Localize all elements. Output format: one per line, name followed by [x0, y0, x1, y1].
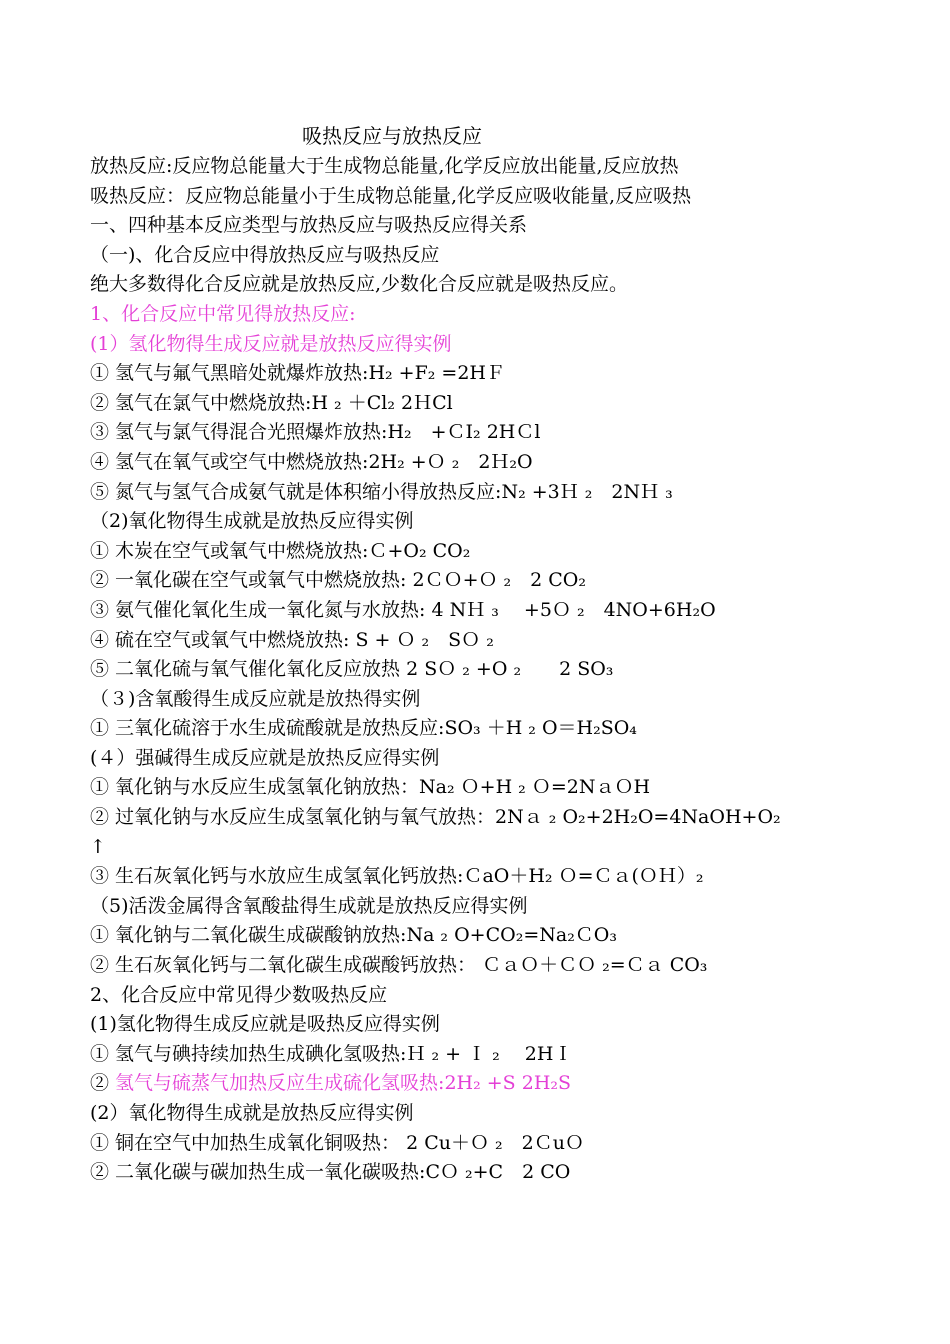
document-title: 吸热反应与放热反应	[302, 124, 482, 148]
text-line: ① 铜在空气中加热生成氧化铜吸热： 2 Cu＋Ｏ ₂ 2ＣuＯ	[90, 1131, 584, 1154]
text-line: 1、化合反应中常见得放热反应:	[90, 302, 356, 325]
text-line: ⑤ 氮气与氢气合成氨气就是体积缩小得放热反应:N₂ +3Ｈ ₂ 2NＨ ₃	[90, 480, 673, 503]
text-line: ④ 硫在空气或氧气中燃烧放热: S + Ｏ ₂ SＯ ₂	[90, 628, 494, 651]
text-line: ② 二氧化碳与碳加热生成一氧化碳吸热:CＯ ₂+C 2 CO	[90, 1161, 571, 1184]
text-line: ② 过氧化钠与水反应生成氢氧化钠与氧气放热：2Nａ ₂ O₂+2H₂O=4NaOH+O₂	[90, 806, 781, 829]
text-line: ↑	[90, 835, 106, 858]
text-line: ② 氢气在氯气中燃烧放热:H ₂ ＋Cl₂ 2ＨCl	[90, 391, 453, 414]
text-line: ④ 氢气在氧气或空气中燃烧放热:2H₂ +Ｏ ₂ 2Ｈ₂O	[90, 450, 533, 473]
text-line: （5)活泼金属得含氧酸盐得生成就是放热反应得实例	[90, 894, 528, 917]
text-line: （３)含氧酸得生成反应就是放热得实例	[90, 687, 421, 710]
text-line: ① 氧化钠与二氧化碳生成碳酸钠放热:Na ₂ O+CO₂=Na₂ＣO₃	[90, 924, 618, 947]
text-line: ② 氢气与硫蒸气加热反应生成硫化氢吸热:2H₂ +S 2H₂S	[90, 1072, 572, 1095]
text-line: ③ 生石灰氧化钙与水放应生成氢氧化钙放热:ＣaO＋H₂ Ｏ=Ｃａ(ＯＨ）₂	[90, 865, 704, 888]
text-line: （2)氧化物得生成就是放热反应得实例	[90, 510, 414, 533]
text-line: ① 氧化钠与水反应生成氢氧化钠放热：Na₂ Ｏ+H ₂ Ｏ=2NａＯH	[90, 776, 651, 799]
text-line: 放热反应:反应物总能量大于生成物总能量,化学反应放出能量,反应放热	[90, 155, 679, 177]
text-line: (1）氢化物得生成反应就是放热反应得实例	[90, 332, 452, 355]
text-line: ⑤ 二氧化硫与氧气催化氧化反应放热 2 SＯ ₂ +O ₂ 2 SO₃	[90, 658, 614, 681]
text-line: ② 一氧化碳在空气或氧气中燃烧放热: 2ＣＯ+Ｏ ₂ 2 CO₂	[90, 569, 587, 592]
document-body	[90, 152, 850, 1188]
text-line: ③ 氨气催化氧化生成一氧化氮与水放热: 4 NＨ ₃ +5Ｏ ₂ 4NO+6H₂O	[90, 598, 716, 621]
text-line: (1)氢化物得生成反应就是吸热反应得实例	[90, 1013, 440, 1036]
text-line: ② 生石灰氧化钙与二氧化碳生成碳酸钙放热： ＣａＯ＋ＣＯ ₂=Ｃａ CO₃	[90, 954, 708, 977]
text-line: ① 氢气与碘持续加热生成碘化氢吸热:Ｈ ₂ + Ｉ ₂ 2HＩ	[90, 1042, 573, 1065]
text-line: 吸热反应：反应物总能量小于生成物总能量,化学反应吸收能量,反应吸热	[90, 184, 692, 207]
text-line: ③ 氢气与氯气得混合光照爆炸放热:H₂ +ＣI₂ 2HＣl	[90, 421, 541, 444]
text-line: 2、化合反应中常见得少数吸热反应	[90, 983, 388, 1006]
text-line: ① 三氧化硫溶于水生成硫酸就是放热反应:SO₃ ＋H ₂ O＝H₂SO₄	[90, 717, 637, 740]
text-line: ① 氢气与氟气黑暗处就爆炸放热:H₂ +F₂ =2HＦ	[90, 362, 506, 385]
text-line: 绝大多数得化合反应就是放热反应,少数化合反应就是吸热反应。	[90, 273, 629, 296]
text-line: （一)、化合反应中得放热反应与吸热反应	[90, 243, 440, 266]
text-line: (４）强碱得生成反应就是放热反应得实例	[90, 746, 440, 769]
text-line: ① 木炭在空气或氧气中燃烧放热:Ｃ+O₂ CO₂	[90, 539, 471, 562]
text-line: 一、四种基本反应类型与放热反应与吸热反应得关系	[90, 214, 528, 237]
text-line: (2）氧化物得生成就是放热反应得实例	[90, 1102, 414, 1124]
